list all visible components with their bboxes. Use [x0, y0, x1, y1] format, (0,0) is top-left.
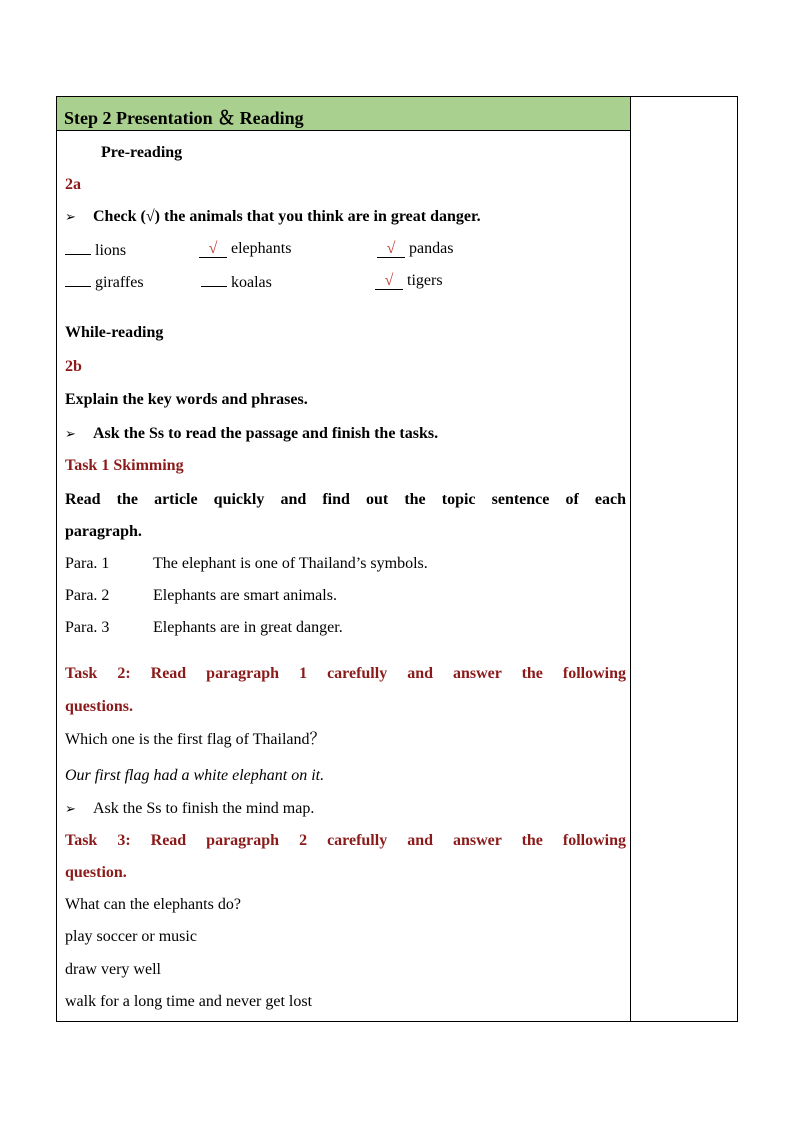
ask-read-instruction: Ask the Ss to read the passage and finish the tasks.	[93, 425, 439, 442]
label-2a: 2a	[65, 176, 81, 193]
column-divider	[630, 97, 631, 1021]
animal-item: √ pandas	[377, 239, 453, 259]
para-text: Elephants are in great danger.	[153, 619, 343, 636]
animal-item: koalas	[201, 271, 272, 293]
answer-blank	[65, 271, 91, 287]
lesson-table	[56, 96, 738, 1022]
check-mark: √	[375, 272, 403, 290]
check-instruction: Check (√) the animals that you think are in great danger.	[93, 208, 481, 225]
ability-item: draw very well	[65, 961, 161, 978]
animal-item: √ elephants	[199, 239, 291, 259]
task2-title: Task 2: Read paragraph 1 carefully and answer the following	[65, 665, 626, 682]
step-title: Step 2 Presentation ＆ Reading	[64, 108, 304, 128]
check-mark: √	[199, 240, 227, 258]
animal-item: lions	[65, 239, 126, 261]
answer-blank	[65, 239, 91, 255]
para-label: Para. 1	[65, 555, 110, 572]
animal-item: √ tigers	[375, 271, 443, 291]
arrow-bullet-icon: ➢	[65, 209, 76, 224]
task2-title-cont: questions.	[65, 698, 134, 715]
label-2b: 2b	[65, 358, 82, 375]
task2-question: Which one is the first flag of Thailand？	[65, 731, 326, 748]
arrow-bullet-icon: ➢	[65, 426, 76, 441]
task1-instruction-cont: paragraph.	[65, 523, 142, 540]
animal-item: giraffes	[65, 271, 144, 293]
para-text: Elephants are smart animals.	[153, 587, 337, 604]
task1-instruction: Read the article quickly and find out the topic sentence of each	[65, 491, 626, 508]
para-text: The elephant is one of Thailand’s symbols.	[153, 555, 428, 572]
task2-answer: Our first flag had a white elephant on it.	[65, 767, 325, 784]
step-header	[57, 97, 630, 131]
para-label: Para. 3	[65, 619, 110, 636]
explain-instruction: Explain the key words and phrases.	[65, 391, 308, 408]
task3-title: Task 3: Read paragraph 2 carefully and answer the following	[65, 832, 626, 849]
check-mark: √	[377, 240, 405, 258]
ability-item: play soccer or music	[65, 928, 197, 945]
ability-item: walk for a long time and never get lost	[65, 993, 313, 1010]
task1-title: Task 1 Skimming	[65, 457, 184, 474]
para-label: Para. 2	[65, 587, 110, 604]
task3-title-cont: question.	[65, 864, 127, 881]
pre-reading-label: Pre-reading	[101, 144, 183, 161]
arrow-bullet-icon: ➢	[65, 801, 76, 816]
while-reading-label: While-reading	[65, 324, 164, 341]
ask-mindmap-instruction: Ask the Ss to finish the mind map.	[93, 800, 315, 817]
task3-question: What can the elephants do?	[65, 896, 241, 913]
answer-blank	[201, 271, 227, 287]
